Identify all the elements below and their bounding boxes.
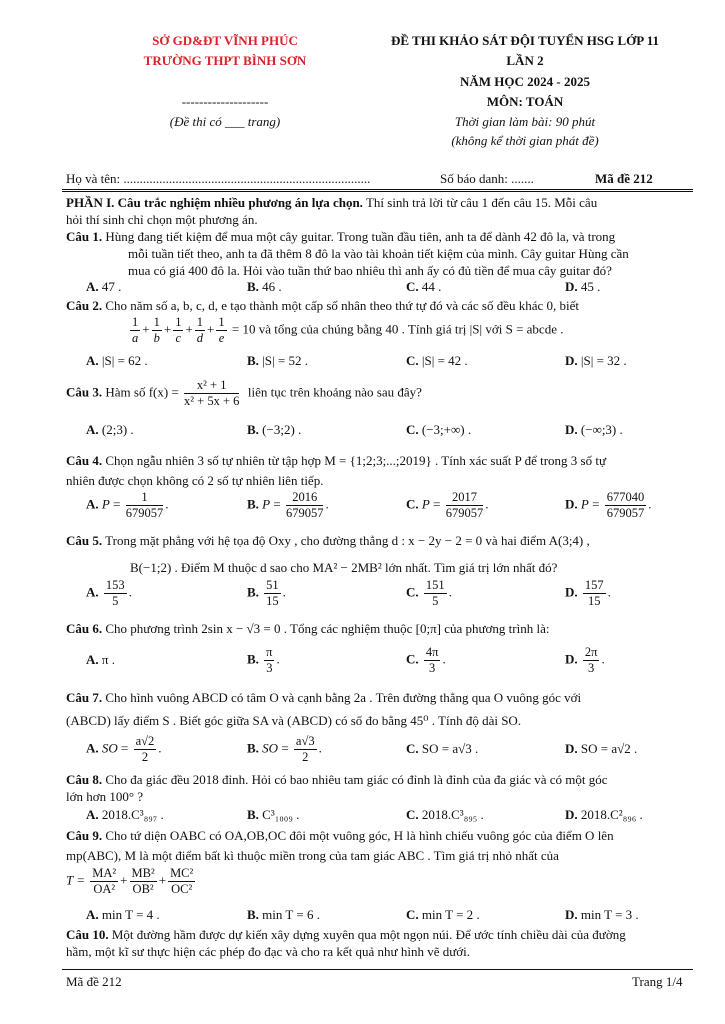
q9-option-d[interactable]: D. min T = 3 . — [565, 907, 639, 922]
q4-option-a[interactable]: A. P = $\frac{1}{679057}$ . — [86, 490, 169, 520]
question-5 — [66, 527, 694, 581]
header-dashes: -------------------- — [181, 94, 269, 109]
q6-option-a[interactable]: A. π . — [86, 652, 115, 667]
question-10-line1: Một đường hầm được dự kiến xây dựng xuyên qua một ngọn núi. Để ước tính chiều dài của đường — [111, 927, 626, 942]
question-3-post: liên tục trên khoảng nào sau đây? — [247, 384, 422, 400]
question-1-line3: mua có giá 400 đô la. Hỏi vào tuần thứ bao nhiêu thì anh ấy có đủ tiền để mua cây guitar đó? — [128, 263, 612, 278]
exam-duration-note: (không kể thời gian phát đề) — [451, 133, 599, 148]
question-2-label: Câu 2. — [66, 298, 103, 313]
q2-option-c[interactable]: C. |S| = 42 . — [406, 353, 468, 368]
q2-option-a[interactable]: A. |S| = 62 . — [86, 353, 148, 368]
q7-option-c[interactable]: C. SO = a√3 . — [406, 741, 479, 756]
subject: MÔN: TOÁN — [486, 94, 564, 109]
divider-top-2 — [62, 191, 693, 192]
q5-option-c[interactable]: C. $\frac{151}{5}$ . — [406, 578, 452, 608]
q5-option-b[interactable]: B. $\frac{51}{15}$ . — [247, 578, 286, 608]
q8-option-b[interactable]: B. C³₁₀₀₉ . — [247, 807, 300, 822]
q2-option-b[interactable]: B. |S| = 52 . — [247, 353, 308, 368]
q6-option-b[interactable]: B. $\frac{\pi}{3}$ . — [247, 645, 280, 675]
school-name: TRƯỜNG THPT BÌNH SƠN — [143, 53, 307, 68]
exam-round: LẦN 2 — [506, 53, 544, 68]
question-3 — [66, 378, 422, 409]
question-3-pre: Hàm số f(x) = — [105, 384, 179, 400]
question-6-line1: Cho phương trình 2sin x − √3 = 0 . Tổng các nghiệm thuộc [0;π] của phương trình là: — [105, 621, 550, 636]
question-8 — [66, 771, 694, 805]
question-9-label: Câu 9. — [66, 828, 103, 843]
question-2-formula: $\frac{1}{a}$ + $\frac{1}{b}$ + $\frac{1}{c}$ + $\frac{1}{d}$ + $\frac{1}{e}$ = 10 và tổng của chúng bằng 40 . Tính giá trị |S| với S = abcde . — [132, 315, 564, 345]
q5-option-d[interactable]: D. $\frac{157}{15}$ . — [565, 578, 611, 608]
question-5-line1: Trong mặt phẳng với hệ tọa độ Oxy , cho đường thẳng d : x − 2y − 2 = 0 và hai điểm A(3;4) , — [105, 533, 590, 548]
q1-option-a[interactable]: A. 47 . — [86, 279, 122, 294]
q7-option-b[interactable]: B. SO = $\frac{a√3}{2}$ . — [247, 734, 322, 764]
question-5-line2: B(−1;2) . Điểm M thuộc d sao cho MA² − 2MB² lớn nhất. Tìm giá trị lớn nhất đó? — [130, 560, 558, 575]
question-2 — [66, 297, 694, 314]
candidate-number-field: Số báo danh: ....... — [440, 171, 534, 186]
q9-option-c[interactable]: C. min T = 2 . — [406, 907, 480, 922]
footer-divider — [62, 969, 693, 970]
question-7-label: Câu 7. — [66, 690, 103, 705]
footer-page-number: Trang 1/4 — [632, 974, 683, 989]
question-3-label: Câu 3. — [66, 384, 103, 400]
q9-option-a[interactable]: A. min T = 4 . — [86, 907, 160, 922]
q8-option-c[interactable]: C. 2018.C³₈₉₅ . — [406, 807, 484, 822]
part1-header — [66, 194, 694, 228]
school-year: NĂM HỌC 2024 - 2025 — [460, 74, 590, 89]
school-department: SỞ GD&ĐT VĨNH PHÚC — [152, 33, 298, 48]
question-3-fraction: $\frac{\text{x² + 1}}{\text{x² + 5x + 6}}$ — [184, 378, 240, 408]
question-10-label: Câu 10. — [66, 927, 109, 942]
q8-option-a[interactable]: A. 2018.C³₈₉₇ . — [86, 807, 164, 822]
page-count: (Đề thi có ___ trang) — [169, 114, 281, 129]
footer-exam-code: Mã đề 212 — [66, 974, 122, 989]
q6-option-d[interactable]: D. $\frac{2\pi}{3}$ . — [565, 645, 605, 675]
part1-title: PHẦN I. Câu trắc nghiệm nhiều phương án lựa chọn. — [66, 195, 363, 210]
question-4-line1: Chọn ngẫu nhiên 3 số tự nhiên từ tập hợp M = {1;2;3;...;2019} . Tính xác suất P để trong 3 số tự — [105, 453, 607, 468]
q7-option-a[interactable]: A. SO = $\frac{a√2}{2}$ . — [86, 734, 162, 764]
q3-option-d[interactable]: D. (−∞;3) . — [565, 422, 623, 437]
q1-option-c[interactable]: C. 44 . — [406, 279, 442, 294]
q4-option-d[interactable]: D. P = $\frac{677040}{679057}$ . — [565, 490, 652, 520]
question-1-line2: mỗi tuần tiết theo, anh ta đã thêm 8 đô la vào tài khoản tiết kiệm của mình. Cây guitar Hùng cần — [128, 246, 629, 261]
part1-desc1: Thí sinh trả lời từ câu 1 đến câu 15. Mỗi câu — [362, 195, 598, 210]
question-5-label: Câu 5. — [66, 533, 103, 548]
q4-option-b[interactable]: B. P = $\frac{2016}{679057}$ . — [247, 490, 329, 520]
question-4 — [66, 451, 694, 491]
exam-duration: Thời gian làm bài: 90 phút — [454, 114, 596, 129]
question-8-line2: lớn hơn 100° ? — [66, 789, 144, 804]
question-1-label: Câu 1. — [66, 229, 103, 244]
question-9-line1: Cho tứ diện OABC có OA,OB,OC đôi một vuông góc, H là hình chiếu vuông góc của điểm O lên — [105, 828, 614, 843]
question-6 — [66, 620, 694, 637]
q2-option-d[interactable]: D. |S| = 32 . — [565, 353, 627, 368]
question-10 — [66, 926, 694, 960]
question-4-line2: nhiên được chọn không có 2 số tự nhiên liên tiếp. — [66, 473, 324, 488]
question-1 — [66, 228, 694, 279]
question-2-line2: = 10 và tổng của chúng bằng 40 . Tính giá trị |S| với S = abcde . — [231, 321, 564, 337]
question-7 — [66, 686, 694, 732]
question-8-label: Câu 8. — [66, 772, 103, 787]
exam-title: ĐỀ THI KHẢO SÁT ĐỘI TUYỂN HSG LỚP 11 — [390, 33, 660, 48]
q4-option-c[interactable]: C. P = $\frac{2017}{679057}$ . — [406, 490, 489, 520]
q7-option-d[interactable]: D. SO = a√2 . — [565, 741, 638, 756]
question-2-line1: Cho năm số a, b, c, d, e tạo thành một cấp số nhân theo thứ tự đó và các số đều khác 0, biết — [105, 298, 580, 313]
q6-option-c[interactable]: C. $\frac{4\pi}{3}$ . — [406, 645, 446, 675]
q3-option-c[interactable]: C. (−3;+∞) . — [406, 422, 472, 437]
question-7-line1: Cho hình vuông ABCD có tâm O và cạnh bằng 2a . Trên đường thẳng qua O vuông góc với — [105, 690, 582, 705]
q5-option-a[interactable]: A. $\frac{153}{5}$ . — [86, 578, 132, 608]
question-1-line1: Hùng đang tiết kiệm để mua một cây guitar. Trong tuần đầu tiên, anh ta để dành 42 đô la, và trong — [105, 229, 616, 244]
question-10-line2: hầm, một kĩ sư thực hiện các phép đo đạc và cho ra kết quả như hình vẽ dưới. — [66, 944, 471, 959]
q8-option-d[interactable]: D. 2018.C²₈₉₆ . — [565, 807, 643, 822]
q3-option-b[interactable]: B. (−3;2) . — [247, 422, 302, 437]
question-8-line1: Cho đa giác đều 2018 đỉnh. Hỏi có bao nhiêu tam giác có đỉnh là đỉnh của đa giác và có một góc — [105, 772, 608, 787]
divider-top-1 — [62, 189, 693, 190]
exam-code: Mã đề 212 — [595, 171, 653, 186]
q9-option-b[interactable]: B. min T = 6 . — [247, 907, 320, 922]
question-4-label: Câu 4. — [66, 453, 103, 468]
part1-desc2: hỏi thí sinh chỉ chọn một phương án. — [66, 212, 258, 227]
question-9-line2: mp(ABC), M là một điểm bất kì thuộc miền trong của tam giác ABC . Tìm giá trị nhỏ nhất của — [66, 848, 559, 863]
question-9-formula: T = $\frac{\text{MA²}}{\text{OA²}}$ + $\frac{\text{MB²}}{\text{OB²}}$ + $\frac{\text{MC²}}{\text{OC²}}$ — [66, 866, 194, 896]
question-7-line2: (ABCD) lấy điểm S . Biết góc giữa SA và (ABCD) có số đo bằng 45⁰ . Tính độ dài SO. — [66, 713, 522, 728]
q1-option-b[interactable]: B. 46 . — [247, 279, 282, 294]
question-6-label: Câu 6. — [66, 621, 103, 636]
q1-option-d[interactable]: D. 45 . — [565, 279, 601, 294]
question-9 — [66, 826, 694, 866]
candidate-name-field: Họ và tên: ............................................................................ — [66, 171, 371, 186]
q3-option-a[interactable]: A. (2;3) . — [86, 422, 134, 437]
